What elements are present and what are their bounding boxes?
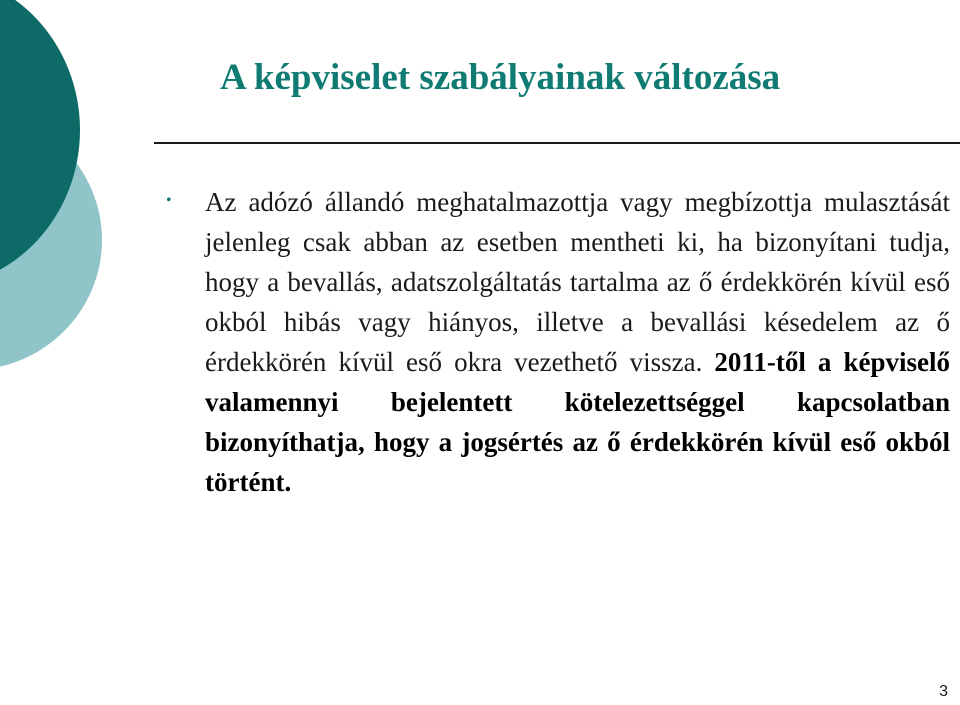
decorative-teal-circles <box>0 0 110 380</box>
paragraph-bold-text: 2011-től a képviselő valamennyi bejelentett kötelezettséggel kapcsolatban bizonyíthatja, hogy a jogsértés az ő érdekkörén kívül eső okból történt. <box>205 347 950 497</box>
slide-title: A képviselet szabályainak változása <box>220 57 781 98</box>
page-number: 3 <box>939 683 948 700</box>
paragraph-regular-text: Az adózó állandó meghatalmazottja vagy megbízottja mulasztását jelenleg csak abban az esetben mentheti ki, ha bizonyítani tudja, hogy a bevallás, adatszolgáltatás tartalma az ő érdekkörén kívül eső okból hibás vagy hiányos, illetve a bevallási késedelem az ő érdekkörén kívül eső okra vezethető vissza. <box>205 187 950 377</box>
bullet-dot: • <box>166 192 172 209</box>
title-divider <box>154 142 960 144</box>
bullet-paragraph <box>205 182 950 502</box>
